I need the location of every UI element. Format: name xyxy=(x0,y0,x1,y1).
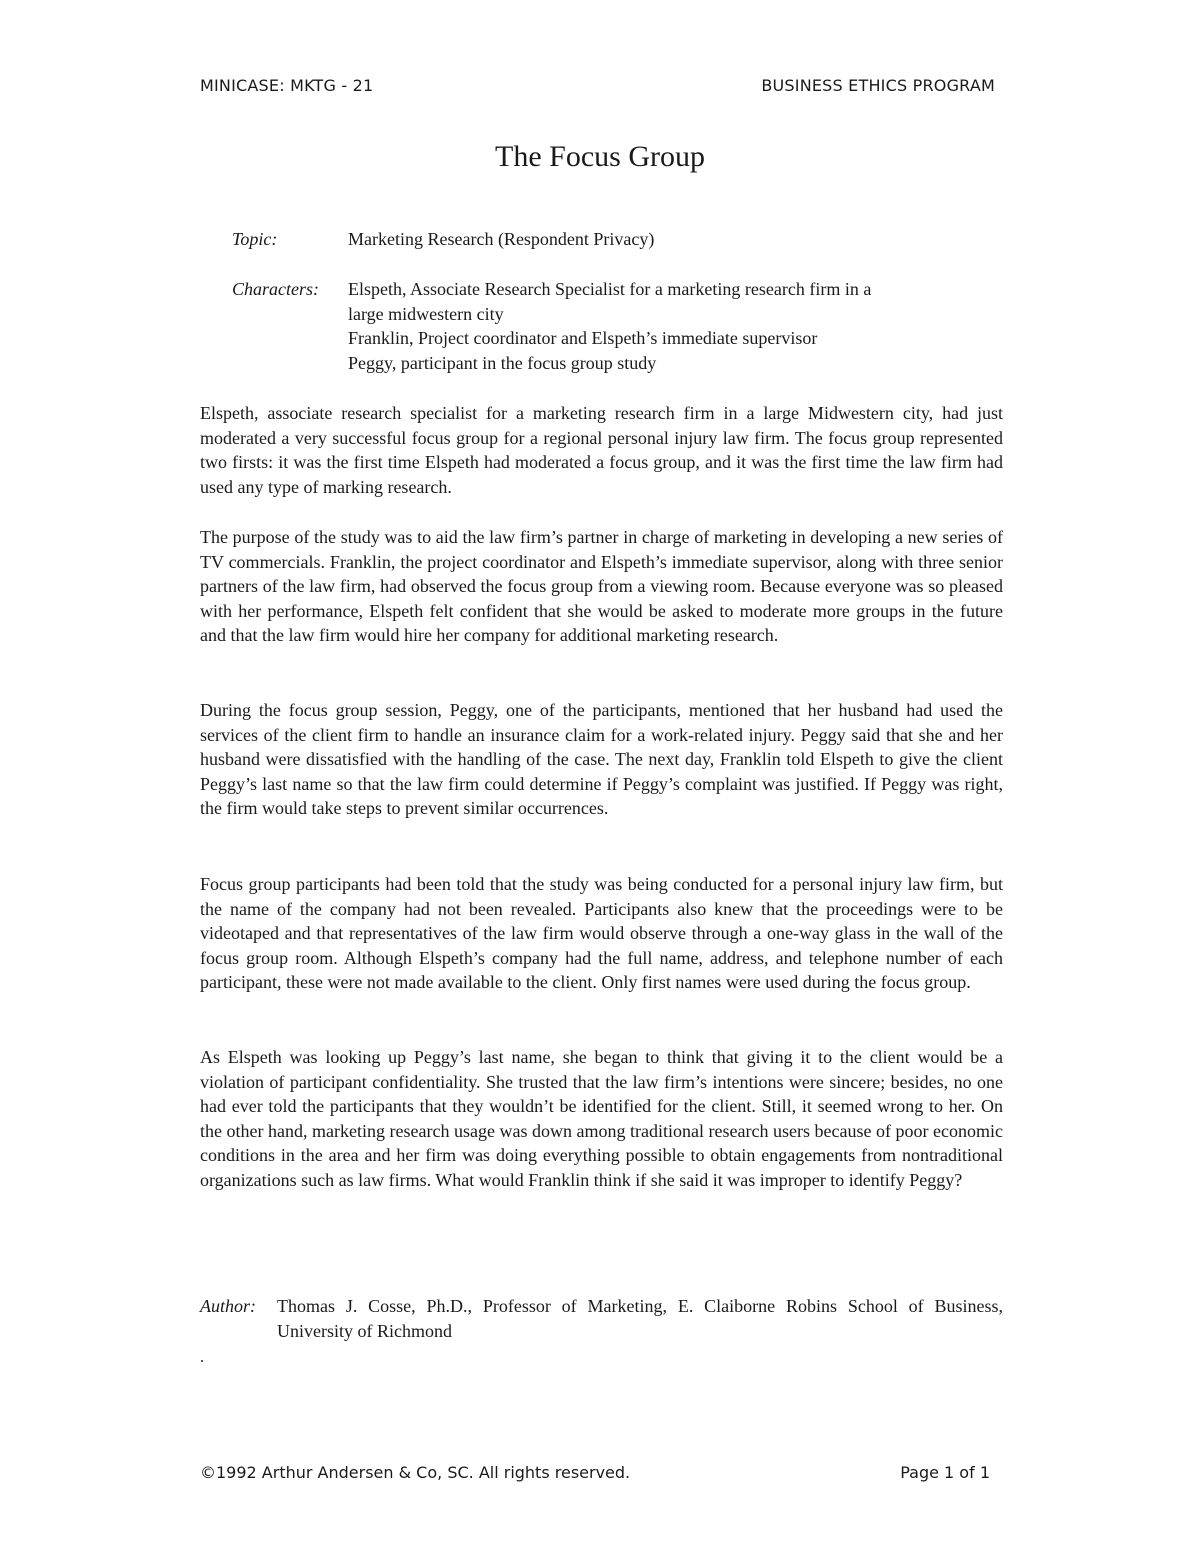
page-header xyxy=(200,76,995,100)
author-label: Author: xyxy=(200,1296,256,1316)
topic-value: Marketing Research (Respondent Privacy) xyxy=(348,229,655,249)
character-line: Peggy, participant in the focus group study xyxy=(348,352,657,373)
header-program-name: BUSINESS ETHICS PROGRAM xyxy=(761,76,995,95)
document-title: The Focus Group xyxy=(495,140,705,173)
body-paragraph: As Elspeth was looking up Peggy’s last name, she began to think that giving it to the client would be a violation of participant confidentiality. She trusted that the law firm’s intentions were sincere; besides, no one had ever told the participants that they wouldn’t be identified for the client. Still, it seemed wrong to her. On the other hand, marketing research usage was down among traditional research users because of poor economic conditions in the area and her firm was doing everything possible to obtain engagements from nontraditional organizations such as law firms. What would Franklin think if she said it was improper to identify Peggy? xyxy=(200,1047,1003,1190)
topic-row xyxy=(232,227,1002,252)
body-paragraph: Focus group participants had been told that the study was being conducted for a personal injury law firm, but the name of the company had not been revealed. Participants also knew that the proceedings were to be videotaped and that representatives of the law firm would observe through a one-way glass in the wall of the focus group room. Although Elspeth’s company had the full name, address, and telephone number of each participant, these were not made available to the client. Only first names were used during the focus group. xyxy=(200,874,1003,993)
footer-page-number: Page 1 of 1 xyxy=(900,1463,990,1482)
body-paragraph: Elspeth, associate research specialist for a marketing research firm in a large Midwestern city, had just moderated a very successful focus group for a regional personal injury law firm. The focus group represented two firsts: it was the first time Elspeth had moderated a focus group, and it was the first time the law firm had used any type of marking research. xyxy=(200,403,1003,497)
page-footer xyxy=(200,1463,990,1487)
body-paragraph: The purpose of the study was to aid the law firm’s partner in charge of marketing in developing a new series of TV commercials. Franklin, the project coordinator and Elspeth’s immediate supervisor, along with three senior partners of the law firm, had observed the focus group from a viewing room. Because everyone was so pleased with her performance, Elspeth felt confident that she would be asked to moderate more groups in the future and that the law firm would hire her company for additional marketing research. xyxy=(200,527,1003,646)
characters-list xyxy=(348,277,1002,375)
header-case-id: MINICASE: MKTG - 21 xyxy=(200,76,374,95)
author-value: Thomas J. Cosse, Ph.D., Professor of Marketing, E. Claiborne Robins School of Business, University of Richmond xyxy=(277,1296,1003,1341)
characters-label: Characters: xyxy=(232,279,319,299)
topic-label: Topic: xyxy=(232,229,278,249)
characters-row xyxy=(232,277,1002,375)
stray-dot xyxy=(201,1360,203,1362)
character-line: Elspeth, Associate Research Specialist for a marketing research firm in a xyxy=(348,279,872,299)
footer-copyright: ©1992 Arthur Andersen & Co, SC. All rights reserved. xyxy=(200,1463,631,1482)
body-paragraph: During the focus group session, Peggy, one of the participants, mentioned that her husband had used the services of the client firm to handle an insurance claim for a work-related injury. Peggy said that she and her husband were dissatisfied with the handling of the case. The next day, Franklin told Elspeth to give the client Peggy’s last name so that the law firm could determine if Peggy’s complaint was justified. If Peggy was right, the firm would take steps to prevent similar occurrences. xyxy=(200,700,1003,819)
character-line: Franklin, Project coordinator and Elspeth’s immediate supervisor xyxy=(348,328,818,348)
character-line: large midwestern city xyxy=(348,303,504,324)
author-block xyxy=(200,1294,1003,1343)
